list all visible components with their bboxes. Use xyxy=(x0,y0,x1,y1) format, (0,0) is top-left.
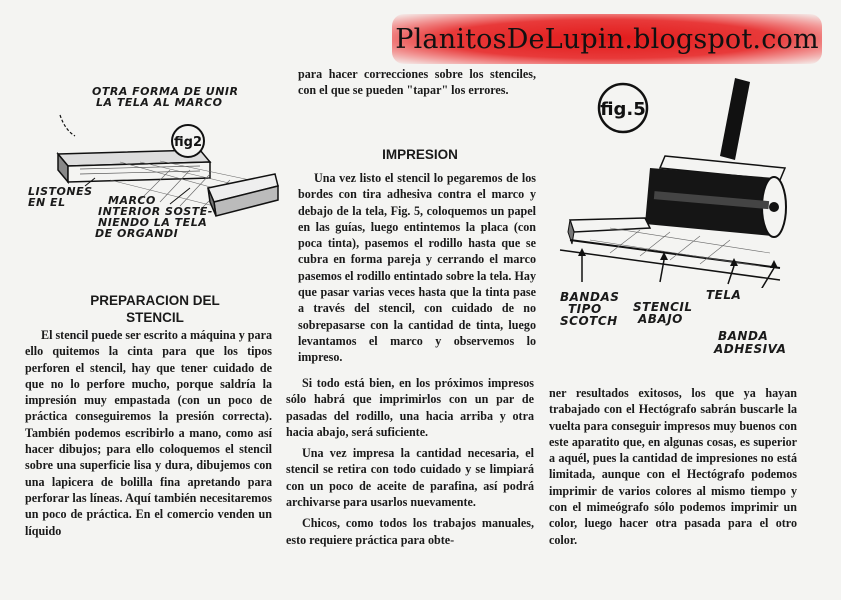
fig5-bandas-line1: BANDAS xyxy=(560,290,620,304)
fig2-marco-line3: NIENDO LA TELA xyxy=(98,216,208,229)
section-heading-preparacion xyxy=(60,292,250,326)
paragraph: Chicos, como todos los trabajos manuales, esto requiere práctica para obte- xyxy=(286,516,534,547)
paragraph: ner resultados exitosos, los que ya hayan trabajado con el Hectógrafo sabrán buscarle la vuelta para conseguir impresos muy buenos con este aparatito que, en algunas cosas, es superior a aquél, pues la cantidad de impresiones no está limitada, aunque con el Hectógrafo podemos imprimir de varios colores al mismo tiempo y con el mimeógrafo sólo podemos imprimir un color, luego hacer otra pasada para el otro color. xyxy=(549,386,797,547)
fig2-listones-line1: LISTONES xyxy=(28,185,93,198)
section-heading-impresion: IMPRESION xyxy=(382,147,458,162)
fig5-badge: fig.5 xyxy=(600,99,646,120)
fig5-banda-line1: BANDA xyxy=(718,329,769,343)
fig2-marco-line2: INTERIOR SOSTE- xyxy=(98,205,213,218)
heading-line1: PREPARACION DEL xyxy=(90,293,220,308)
watermark xyxy=(392,14,822,64)
fig5-bandas-line2: TIPO xyxy=(568,302,602,316)
paragraph: Una vez impresa la cantidad necesaria, el stencil se retira con todo cuidado y se limpiará con un poco de aceite de parafina, así podrá archivarse para usarlos nuevamente. xyxy=(286,446,534,510)
column-3 xyxy=(549,385,797,553)
fig5-illustration xyxy=(550,68,790,288)
fig2-caption-line1: OTRA FORMA DE UNIR xyxy=(92,85,239,98)
column-1 xyxy=(25,327,272,544)
fig2-marco-line4: DE ORGANDI xyxy=(95,227,179,240)
paragraph: para hacer correcciones sobre los stenciles, con el que se pueden "tapar" los errores. xyxy=(298,67,536,98)
fig2-badge: fig2 xyxy=(174,135,202,150)
heading-line2: STENCIL xyxy=(126,310,184,325)
column-2-top xyxy=(298,66,536,104)
column-2-bottom xyxy=(286,375,534,553)
fig2-caption-line2: LA TELA AL MARCO xyxy=(96,96,223,109)
fig5-banda-line2: ADHESIVA xyxy=(714,342,787,356)
fig5-stencil-line1: STENCIL xyxy=(633,300,693,314)
column-2-body xyxy=(298,170,536,371)
watermark-text: PlanitosDeLupin.blogspot.com xyxy=(395,23,819,55)
fig2-listones-line2: EN EL xyxy=(28,196,66,209)
fig5-stencil-line2: ABAJO xyxy=(638,312,683,326)
fig5-tela: TELA xyxy=(706,288,742,302)
paragraph: Si todo está bien, en los próximos impresos sólo habrá que imprimirlos con un par de pasadas del rodillo, una hacia arriba y otra hacia abajo, será suficiente. xyxy=(286,376,534,439)
paragraph: Una vez listo el stencil lo pegaremos de los bordes con tira adhesiva contra el marco y debajo de la tela, Fig. 5, coloquemos un papel en las guías, luego entintemos la placa (con poca tinta), pasemos el rodillo hasta que se cubra en forma pareja y cerrando el marco pasemos el rodillo entintado sobre la tela. Hay que pasar varias veces hasta que la tinta pase a través del stencil, con cuidado de no sobrepasarse con la cantidad de tinta, luego levantamos el marco y observemos lo impreso. xyxy=(298,171,536,365)
paragraph: El stencil puede ser escrito a máquina y para ello quitemos la cinta para que los tipos perforen el stencil, hay que tener cuidado de que no lo perfore mucho, porque saldría la impresión muy empastada (con un poco de práctica conseguiremos la presión correcta). También podemos escribirlo a mano, como así hacer dibujos; para ello coloquemos el stencil sobre una superficie lisa y dura, dibujemos con una lapicera de bolilla fina apretando para perforar las líneas. Aquí también necesitaremos un poco de práctica. En el comercio venden un líquido xyxy=(25,328,272,538)
fig2-marco-line1: MARCO xyxy=(108,194,156,207)
fig5-bandas-line3: SCOTCH xyxy=(560,314,618,328)
